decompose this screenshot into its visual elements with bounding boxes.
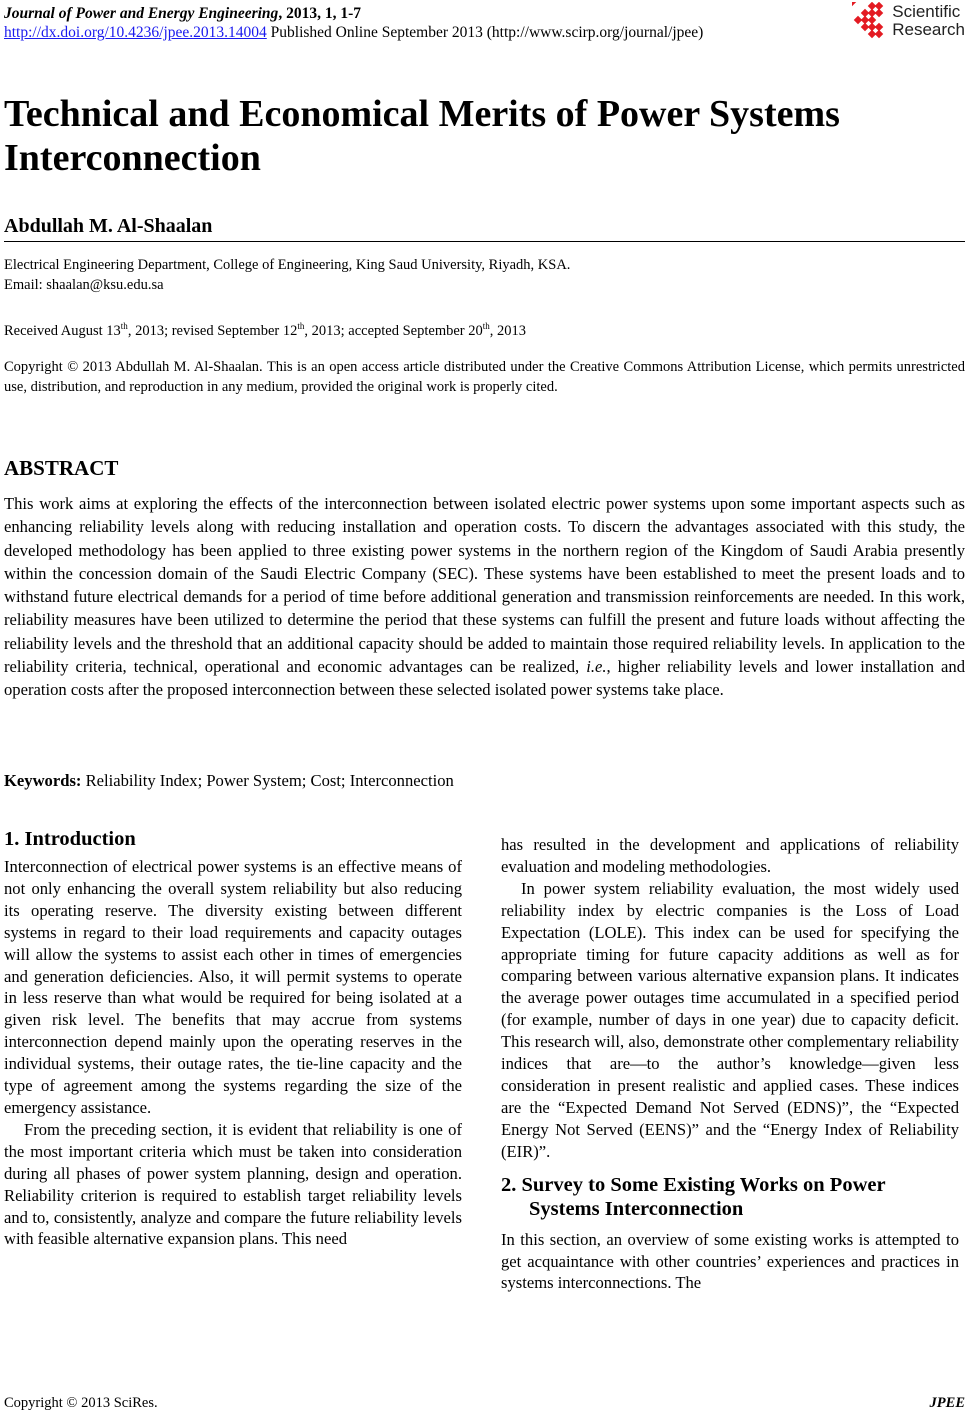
section-1-heading: 1. Introduction (4, 828, 136, 850)
logo-line1: Scientific (892, 2, 961, 21)
author: Abdullah M. Al-Shaalan (4, 215, 213, 237)
email: Email: shaalan@ksu.edu.sa (4, 277, 164, 293)
footer-copyright: Copyright © 2013 SciRes. (4, 1395, 158, 1411)
affiliation: Electrical Engineering Department, College of Engineering, King Saud University, Riyadh, KSA. (4, 257, 571, 273)
citation: , 2013, 1, 1-7 (278, 5, 361, 22)
paragraph: In power system reliability evaluation, the most widely used reliability index by electric companies is the Loss of Load Expectation (LOLE). This index can be used for specifying the appropriate timing for future capacity additions as well as for comparing between various alternative expansion plans. It indicates the average power outages time accumulated in a specified period (for example, number of days in one year) due to capacity deficit. This research will, also, demonstrate other complementary reliability indices that are—to the author’s knowledge—given less consideration in present realistic and applied cases. These indices are the “Expected Demand Not Served (EDNS)”, the “Expected Energy Not Served (EENS)” and the “Energy Index of Reliability (EIR)”. (501, 878, 959, 1161)
right-column (501, 834, 959, 1294)
divider (4, 241, 965, 242)
logo-line2: Research (892, 20, 965, 39)
paper-title: Technical and Economical Merits of Power Systems Interconnection (4, 93, 840, 179)
section-2-heading: 2. Survey to Some Existing Works on Power Systems Interconnection (501, 1173, 886, 1220)
abstract-heading: ABSTRACT (4, 456, 119, 480)
journal-name: Journal of Power and Energy Engineering (4, 5, 279, 22)
left-column (4, 826, 462, 1250)
received-dates: Received August 13th, 2013; revised September 12th, 2013; accepted September 20th, 2013 (4, 321, 527, 339)
copyright-notice: Copyright © 2013 Abdullah M. Al-Shaalan. This is an open access article distributed under the Creative Commons Attribution License, which permits unrestricted use, distribution, and reproduction in any medium, provided the original work is properly cited. (4, 359, 965, 395)
paragraph: In this section, an overview of some existing works is attempted to get acquaintance with other countries’ experiences and practices in systems interconnections. The (501, 1229, 959, 1293)
paragraph: Interconnection of electrical power systems is an effective means of not only enhancing the overall system reliability but also reducing its operating reserve. The diversity existing between different systems in regard to their load requirements and capacity outages will allow the systems to assist each other in times of emergencies and generation deficiencies. Also, it will permit systems to operate in less reserve than what would be required for being isolated at a given risk level. The benefits that may accrue from systems interconnection depend mainly upon the operating reserves in the individual systems, their outage rates, the tie-line capacity and the type of agreement among the systems regarding the size of the emergency assistance. (4, 857, 462, 1117)
paragraph: has resulted in the development and applications of reliability evaluation and modeling methodologies. (501, 835, 959, 876)
paragraph: From the preceding section, it is evident that reliability is one of the most important criteria which must be taken into consideration during all phases of power system planning, design and operation. Reliability criterion is required to establish target reliability levels and to, consistently, analyze and compare the future reliability levels with feasible alternative expansion plans. This need (4, 1119, 462, 1249)
doi-link[interactable]: http://dx.doi.org/10.4236/jpee.2013.14004 (4, 24, 267, 41)
diamond-logo-icon (852, 2, 888, 40)
scientific-research-logo (852, 2, 965, 40)
page-footer (4, 1395, 965, 1412)
abstract-text: This work aims at exploring the effects of the interconnection between isolated electric power systems upon some important aspects such as enhancing reliability levels along with reducing installation and operation costs. To discern the advantages associated with this study, the developed methodology has been applied to three existing power systems in the northern region of the Kingdom of Saudi Arabia presently within the concession domain of the Saudi Electric Company (SEC). These systems have been established to meet the present loads and to withstand future electrical demands for a period of time before additional generation and transmission reinforcements are needed. In this work, reliability measures have been utilized to determine the period that these systems can fulfill the present and future loads without affecting the reliability levels and the threshold that an additional capacity should be added to maintain those required reliability levels. In application to the reliability criteria, technical, operational and economic advantages can be realized, i.e., higher reliability levels and lower installation and operation costs after the proposed interconnection between these selected isolated power systems take place. (4, 494, 965, 700)
footer-journal: JPEE (929, 1395, 965, 1411)
published-info: Published Online September 2013 (http://www.scirp.org/journal/jpee) (266, 24, 704, 41)
keywords: Keywords: Reliability Index; Power System; Cost; Interconnection (4, 771, 454, 790)
running-header (4, 4, 703, 42)
